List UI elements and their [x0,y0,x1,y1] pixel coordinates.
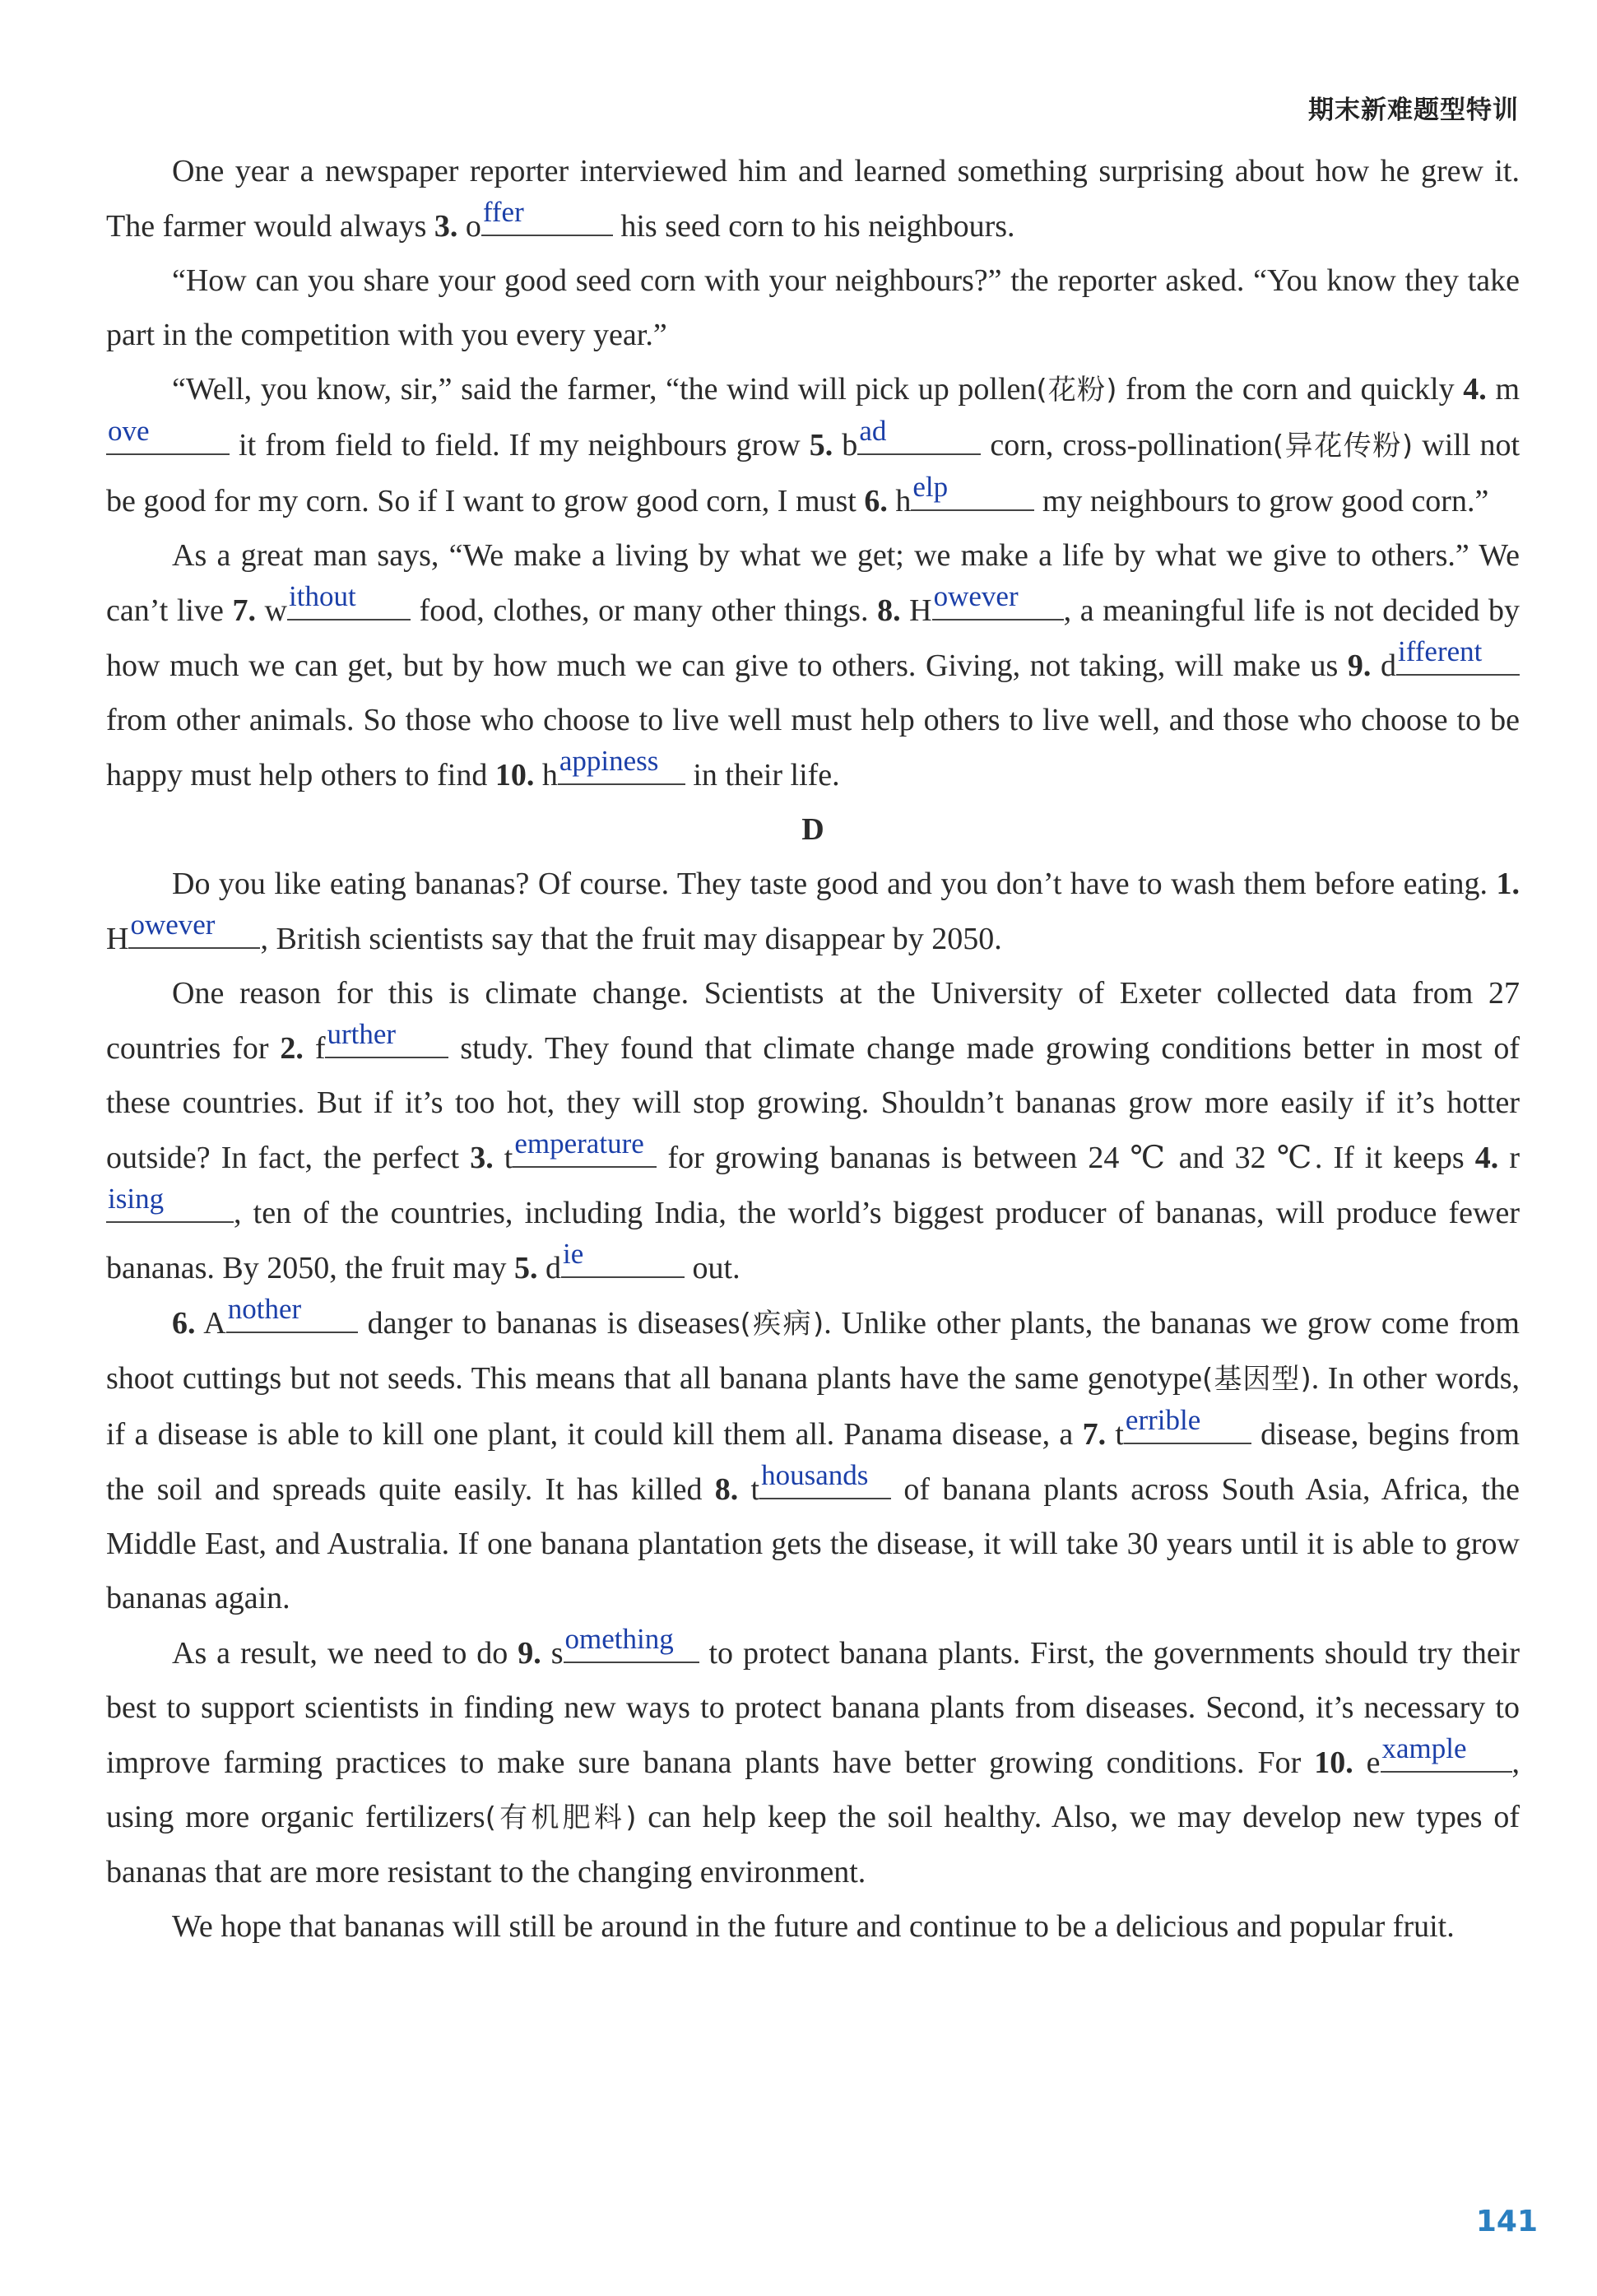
handwritten-answer: ifferent [1398,635,1483,667]
blank-number: 5. [809,428,833,462]
passage-d-paragraph-4: As a result, we need to do 9. s omething to protect banana plants. First, the governments should try their best to support scientists in finding new ways to protect banana plants from diseases. Second, it’s necessary to improve farming practices to make sure banana plants have better growing conditions. For 10. e xample , using more organic fertilizers(有机肥料) can help keep the soil healthy. Also, we may develop new types of bananas that are more resistant to the changing environment. [106,1623,1520,1889]
handwritten-answer: ffer [482,196,524,228]
handwritten-answer: ad [859,415,887,447]
page-number: 141 [1475,2205,1538,2238]
answer-blank[interactable] [1381,1732,1512,1773]
handwritten-answer: nother [227,1293,302,1325]
handwritten-answer: ie [563,1238,584,1270]
passage-d-paragraph-3: 6. A nother danger to bananas is diseases(疾病). Unlike other plants, the bananas we grow come from shoot cuttings but not seeds. This means that all banana plants have the same genotype(基因型). In other words, if a disease is able to kill one plant, it could kill them all. Panama disease, a 7. t errible disease, begins from the soil and spreads quite easily. It has killed 8. t housands of banana plants across South Asia, Africa, the Middle East, and Australia. If one banana plantation gets the disease, it will take 30 years until it is able to grow bananas again. [106,1293,1520,1615]
handwritten-answer: ithout [289,580,356,612]
handwritten-answer: housands [761,1459,869,1491]
blank-number: 5. [514,1251,538,1285]
passage-c-paragraph-1: One year a newspaper reporter interviewed him and learned something surprising about how he grew it. The farmer would always 3. o ffer his seed corn to his neighbours. [106,154,1520,244]
answer-blank[interactable] [1124,1406,1251,1444]
answer-blank[interactable] [1396,635,1520,676]
answer-blank[interactable] [106,417,230,455]
handwritten-answer: elp [912,471,949,503]
answer-blank[interactable] [932,580,1064,620]
section-title-d: D [801,812,824,847]
blank-number: 6. [864,484,888,518]
answer-blank[interactable] [561,1240,685,1278]
handwritten-answer: omething [564,1623,674,1655]
passage-d-paragraph-2: One reason for this is climate change. Scientists at the University of Exeter collected data from 27 countries for 2. f urther study. They found that climate change made growing conditions better in most of these countries. But if it’s too hot, they will stop growing. Shouldn’t bananas grow more easily if it’s hotter outside? In fact, the perfect 3. t emperature for growing bananas is between 24 ℃ and 32 ℃. If it keeps 4. r ising , ten of the countries, including India, the world’s biggest producer of bananas, will produce fewer bananas. By 2050, the fruit may 5. d ie out. [106,976,1520,1285]
answer-blank[interactable] [287,580,411,620]
blank-number: 7. [232,593,256,628]
answer-blank[interactable] [759,1459,891,1499]
handwritten-answer: errible [1125,1404,1201,1436]
passage-d-paragraph-5: We hope that bananas will still be around in the future and continue to be a delicious and popular fruit. [172,1909,1455,1944]
handwritten-answer: appiness [559,745,659,777]
blank-number: 4. [1474,1141,1499,1175]
answer-blank[interactable] [857,417,981,455]
answer-blank[interactable] [226,1295,358,1333]
answer-blank[interactable] [128,911,260,949]
answer-blank[interactable] [481,198,613,236]
answer-blank[interactable] [325,1020,448,1058]
answer-blank[interactable] [911,473,1034,511]
handwritten-answer: ove [108,415,150,447]
passage-c-paragraph-2: “How can you share your good seed corn with your neighbours?” the reporter asked. “You know they take part in the competition with you every year.” [106,263,1520,352]
handwritten-answer: owever [130,909,216,941]
blank-number: 9. [1347,648,1372,683]
handwritten-answer: owever [933,580,1019,612]
passage-d-paragraph-1: Do you like eating bananas? Of course. They taste good and you don’t have to wash them before eating. 1. H owever , British scientists say that the fruit may disappear by 2050. [106,867,1520,956]
answer-blank[interactable] [513,1127,657,1168]
handwritten-answer: emperature [514,1127,644,1160]
page-header-title: 期末新难题型特训 [1308,95,1519,125]
passage-content [106,144,1520,1954]
answer-blank[interactable] [558,747,685,785]
handwritten-answer: ising [108,1183,165,1215]
blank-number: 8. [714,1472,739,1507]
blank-number: 10. [494,758,535,792]
blank-number: 2. [280,1031,304,1066]
blank-number: 3. [434,209,458,244]
answer-blank[interactable] [106,1185,234,1223]
blank-number: 4. [1463,372,1487,407]
answer-blank[interactable] [564,1625,699,1663]
blank-number: 7. [1082,1417,1107,1452]
blank-number: 6. [172,1306,196,1341]
passage-c-paragraph-4: As a great man says, “We make a living by what we get; we make a life by what we give to others.” We can’t live 7. w ithout food, clothes, or many other things. 8. H owever , a meaningful life is not decided by how much we can get, but by how much we can give to others. Giving, not taking, will make us 9. d ifferent from other animals. So those who choose to live well must help others to live well, and those who choose to be happy must help others to find 10. h appiness in their life. [106,538,1520,792]
handwritten-answer: xample [1381,1732,1467,1764]
passage-c-paragraph-3: “Well, you know, sir,” said the farmer, “the wind will pick up pollen(花粉) from the corn and quickly 4. m ove it from field to field. If my neighbours grow 5. b ad corn, cross-pollination(异花传粉) will not be good for my corn. So if I want to grow good corn, I must 6. h elp my neighbours to grow good corn.” [106,372,1520,518]
blank-number: 9. [518,1636,541,1671]
handwritten-answer: urther [327,1018,397,1050]
blank-number: 10. [1314,1745,1353,1780]
blank-number: 8. [877,593,901,628]
blank-number: 3. [470,1141,494,1175]
blank-number: 1. [1496,867,1520,901]
